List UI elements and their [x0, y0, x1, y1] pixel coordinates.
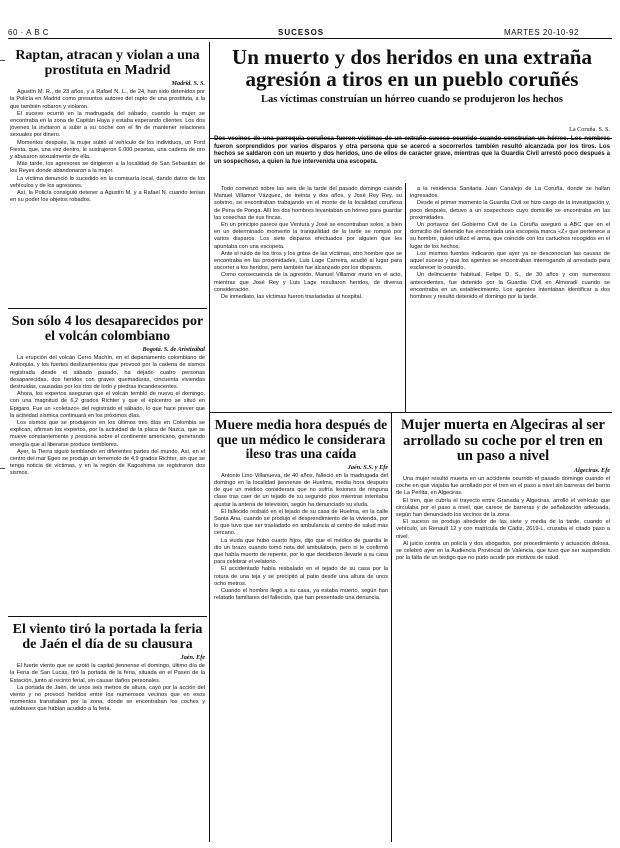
article-title: Muere media hora después de que un médico le considerara ileso tras una caída	[214, 418, 388, 462]
column-divider	[391, 412, 392, 842]
paragraph: Desde el primer momento la Guardia Civil se hizo cargo de la investigación y, poco después, detuvo a un sospechoso cuyo domicilio se encontraba en las proximidades.	[410, 200, 610, 221]
margin-mark	[0, 468, 5, 469]
main-column-2	[410, 186, 610, 410]
main-article-header	[214, 46, 610, 136]
section-rule	[209, 412, 612, 413]
article-body	[214, 186, 402, 301]
paragraph: El suceso ocurrió en la madrugada del sábado, cuando la mujer se encontraba en la zona de Capitán Haya y estaba esperando clientes. Los dos jóvenes la invitaron a subir a su coche con el fin de mantener relaciones sexuales por dinero.	[10, 110, 205, 139]
paragraph: El tren, que cubría el trayecto entre Granada y Algeciras, arrolló el vehículo que circulaba por el paso a nivel, que carece de barreras y de señalización adecuada, según han denunciado los vecinos de la zona.	[396, 497, 610, 518]
page-date: MARTES 20-10-92	[504, 28, 579, 37]
article-body	[10, 89, 205, 204]
main-column-1	[214, 186, 402, 410]
paragraph: Agustín M. R., de 23 años, y a Rafael N. L., de 24, han sido detenidos por la Policía en Madrid como presuntos autores del rapto de una prostituta, a la que también robaron y violaron.	[10, 89, 205, 110]
main-subtitle: Las víctimas construían un hórreo cuando se produjeron los hechos	[261, 94, 563, 105]
paragraph: Los sismos que se produjeron en los últimos tres días en Colombia se explican, afirman los expertos, por la actividad de la placa de Nazca, que se mueve constantemente y presiona sobre el continente americano, generando energía que al liberarse produce temblores.	[10, 420, 205, 448]
dateline: Madrid. S. S.	[171, 80, 205, 88]
article-volcan	[10, 314, 205, 612]
paragraph: El suceso se produjo alrededor de las siete y media de la tarde, cuando el vehículo, un Renault 12 y con matrícula de Cádiz, 2619-L, cruzaba el citado paso a nivel.	[396, 519, 610, 540]
paragraph: El fallecido resbaló en el tejado de su casa de Huelma, en la calle Santa Ana, cuando se produjo el desprendimiento de la vivienda, por lo que tuvo que ser trasladado en ambulancia al centro de salud más cercano.	[214, 508, 388, 537]
margin-mark	[0, 60, 5, 61]
paragraph: Ante el ruido de los tiros y los gritos de las víctimas, otro hombre que se encontraba en las proximidades, Luis Lage Carreira, acudió al lugar para socorrer a los heridos, pero también fue alcanzado por los disparos.	[214, 250, 402, 272]
column-divider	[209, 42, 210, 842]
paragraph: Más tarde, los agresores se dirigieron a la localidad de San Sebastián de los Reyes donde abandonaron a la mujer.	[10, 161, 205, 175]
article-title: Son sólo 4 los desaparecidos por el volcán colombiano	[11, 314, 204, 345]
article-medico	[214, 418, 388, 844]
section-rule	[8, 308, 207, 309]
article-viento	[10, 622, 205, 844]
paragraph: Momentos después, la mujer subió al vehículo de los individuos, un Ford Fiesta, que, una vez dentro, le sustrajeron 6.000 pesetas, una cadena de oro y abusaron sexualmente de ella.	[10, 139, 205, 161]
header-rule	[8, 38, 612, 39]
paragraph: Una mujer resultó muerta en un accidente ocurrido el pasado domingo cuando el coche en que viajaba fue arrollado por el tren en el paso a nivel sin barreras del barrio de La Perlita, en Algeciras.	[396, 475, 610, 497]
paragraph: La erupción del volcán Cerro Machín, en el departamento colombiano de Antioquia, y los fuertes deslizamientos que provocó por la cadena de sismos registrada desde el sábado pasado, ha dejado cuatro personas desaparecidas, dos heridos con graves quemaduras, cincuenta viviendas destruidas, causadas por los ríos de lodo y piedras incandescentes.	[10, 355, 205, 391]
article-title: Raptan, atracan y violan a una prostituta en Madrid	[15, 48, 200, 79]
paragraph: El fuerte viento que se azotó la capital jiennense el domingo, último día de la Feria de San Lucas, tiró la portada de la feria, situada en el Paseo de la Estación, junto al recinto ferial, sin causar daños personales.	[10, 663, 205, 684]
paragraph: Al juicio contra un policía y dos abogados, por procedimiento y actuación dolosa, se celebró ayer en la Audiencia Provincial de Valencia, que tuvo que ser suspendido por la falta de un testigo que no pudo acudir por motivos de salud.	[396, 540, 610, 562]
paragraph: En un principio parece que Ventura y José se encontraban solos, a bien en un determinado momento la tranquilidad de la tarde se rompió por varios disparos. Los siete disparos efectuados por alguien que les apuntaba con una escopeta.	[214, 222, 402, 250]
dateline: La Coruña. S. S.	[569, 126, 610, 133]
paragraph: Un portavoz del Gobierno Civil de La Coruña aseguró a ABC que en el domicilio del detenido fue encontrada una escopeta marca «Z» que pertenece a su hombre, quien utilizó el arma, que coincide con los cartuchos recogidos en el lugar de los hechos.	[410, 222, 610, 250]
main-lead	[214, 124, 610, 184]
main-title: Un muerto y dos heridos en una extraña agresión a tiros en un pueblo coruñés	[232, 46, 592, 91]
section-rule	[8, 616, 207, 617]
lead-text: Dos vecinos de una parroquia coruñesa fueron víctimas de un extraño suceso ocurrido cuando construían un hórreo. Los nombres fueron sorprendidos por varios disparos y otra persona que se acercó a socorrerlos también resultó alcanzada por los tiros. Los hechos se saldaron con un muerto y dos heridos, uno de ellos de carácter grave, mientras que la Guardia Civil arrestó poco después a un sospechoso, a quien la fue intervenida una escopeta.	[214, 135, 610, 165]
dateline: Jaén. Efe	[180, 654, 205, 662]
article-rapto	[10, 48, 205, 304]
paragraph: Cuando el hombre llegó a su casa, ya estaba muerto, según han relatado familiares del fallecido, que han presentado una denuncia.	[214, 587, 388, 602]
paragraph: El accidentado había resbalado en el tejado de su casa por la rotura de una teja y se precipitó al patio desde una altura de unos ocho metros.	[214, 566, 388, 587]
section-name: SUCESOS	[278, 28, 325, 37]
dateline: Bogotá. S. de Aristizábal	[142, 346, 205, 354]
article-title: El viento tiró la portada la feria de Jaén el día de su clausura	[12, 622, 203, 653]
article-body	[10, 663, 205, 713]
column-divider	[405, 183, 406, 413]
article-body	[10, 355, 205, 477]
article-algeciras	[396, 418, 610, 844]
paragraph: Todo comenzó sobre las seis de la tarde del pasado domingo cuando Manuel Villamor Vázquez, de treinta y dos años, y José Rey Rey, su sobrino, se encontraban trabajando en el monte de la localidad coruñesa de Pena de Ponga. Allí los dos hombres levantaban un hórreo para guardar las cosechas de sus fincas.	[214, 186, 402, 221]
paragraph: Antonio Lino Villanueva, de 40 años, falleció en la madrugada del domingo en la localidad jiennense de Huelma, media hora después de que un médico considerara que no sufría lesiones de ninguna clase tras caer de un tejado de su segundo piso mientras intentaba ajustar la antena de televisión, según ha denunciado su viuda.	[214, 472, 388, 508]
dateline: Jaén. S.S. y Efe	[347, 463, 388, 471]
article-body	[214, 473, 388, 603]
article-body	[396, 476, 610, 562]
paragraph: Así, la Policía consiguió detener a Agustín M. y a Rafael N. cuando tenían en su poder los objetos robados.	[10, 190, 205, 204]
paragraph: La viuda que hubo cuarto hijos, dijo que el médico de guardia le dio un brazo cuando tomó nota del ambulatorio, pero sí le confirmó que había muerto de repente, por lo que decidieron llevarle a su casa para celebrar el velatorio.	[214, 537, 388, 566]
paragraph: De inmediato, las víctimas fueron trasladadas al hospital.	[221, 294, 363, 301]
paragraph: La víctima denunció lo sucedido en la comisaría local, dando datos de los vehículos y de los agresores.	[10, 175, 205, 189]
paragraph: a la residencia Sanitaria Juan Canalejo de La Coruña, donde se hallan ingresados.	[410, 186, 610, 200]
paragraph: Un delincuente habitual. Felipe D. S., de 30 años y con numerosos antecedentes, fue detenido por la Guardia Civil en Almoradí cuando se encontraba en un establecimiento. Los agentes intentaban identificar a dos hombres y resultó detenido el domingo por la tarde.	[410, 272, 610, 301]
paragraph: La portada de Jaén, de unos seis metros de altura, cayó por la acción del viento y no provocó heridos entre los numerosos vecinos que en esos momentos transitaban por la zona, donde se encontraban los coches y autobuses que habían acudido a la feria.	[10, 684, 205, 713]
paragraph: Ayer, la Tierra siguió temblando en diferentes partes del mundo. Así, en el centro del mar Egeo se produjo un terremoto de 4,9 grados Richter, sin que se tenga noticia de víctimas, y en la región de Kagoshima se registraron dos sismos.	[10, 448, 205, 477]
page-number: 60 · A B C	[8, 28, 50, 37]
article-body	[410, 186, 610, 301]
paragraph: Ahora, los expertos aseguran que el volcán tembló de nuevo el domingo, con una magnitud de 6,2 grados Richter y que el epicentro se situó en Epigaro. Fue un «coletazo» del registrado el sábado, lo que hace prever que la actividad sísmica continuará en los próximos días.	[10, 391, 205, 419]
article-title: Mujer muerta en Algeciras al ser arrollado su coche por el tren en un paso a nivel	[401, 418, 605, 465]
dateline: Algeciras. Efe	[573, 466, 610, 474]
paragraph: Los mismos fuentes indicaron que ayer ya se desconocían las causas de aquel suceso y que los agentes se encontraban interrogando al arrestado para esclarecer lo ocurrido.	[410, 250, 610, 272]
paragraph: Como consecuencia de la agresión, Manuel Villamor murió en el acto, mientras que José Rey y Luis Lage resultaron heridos, de diversa consideración.	[214, 272, 402, 293]
